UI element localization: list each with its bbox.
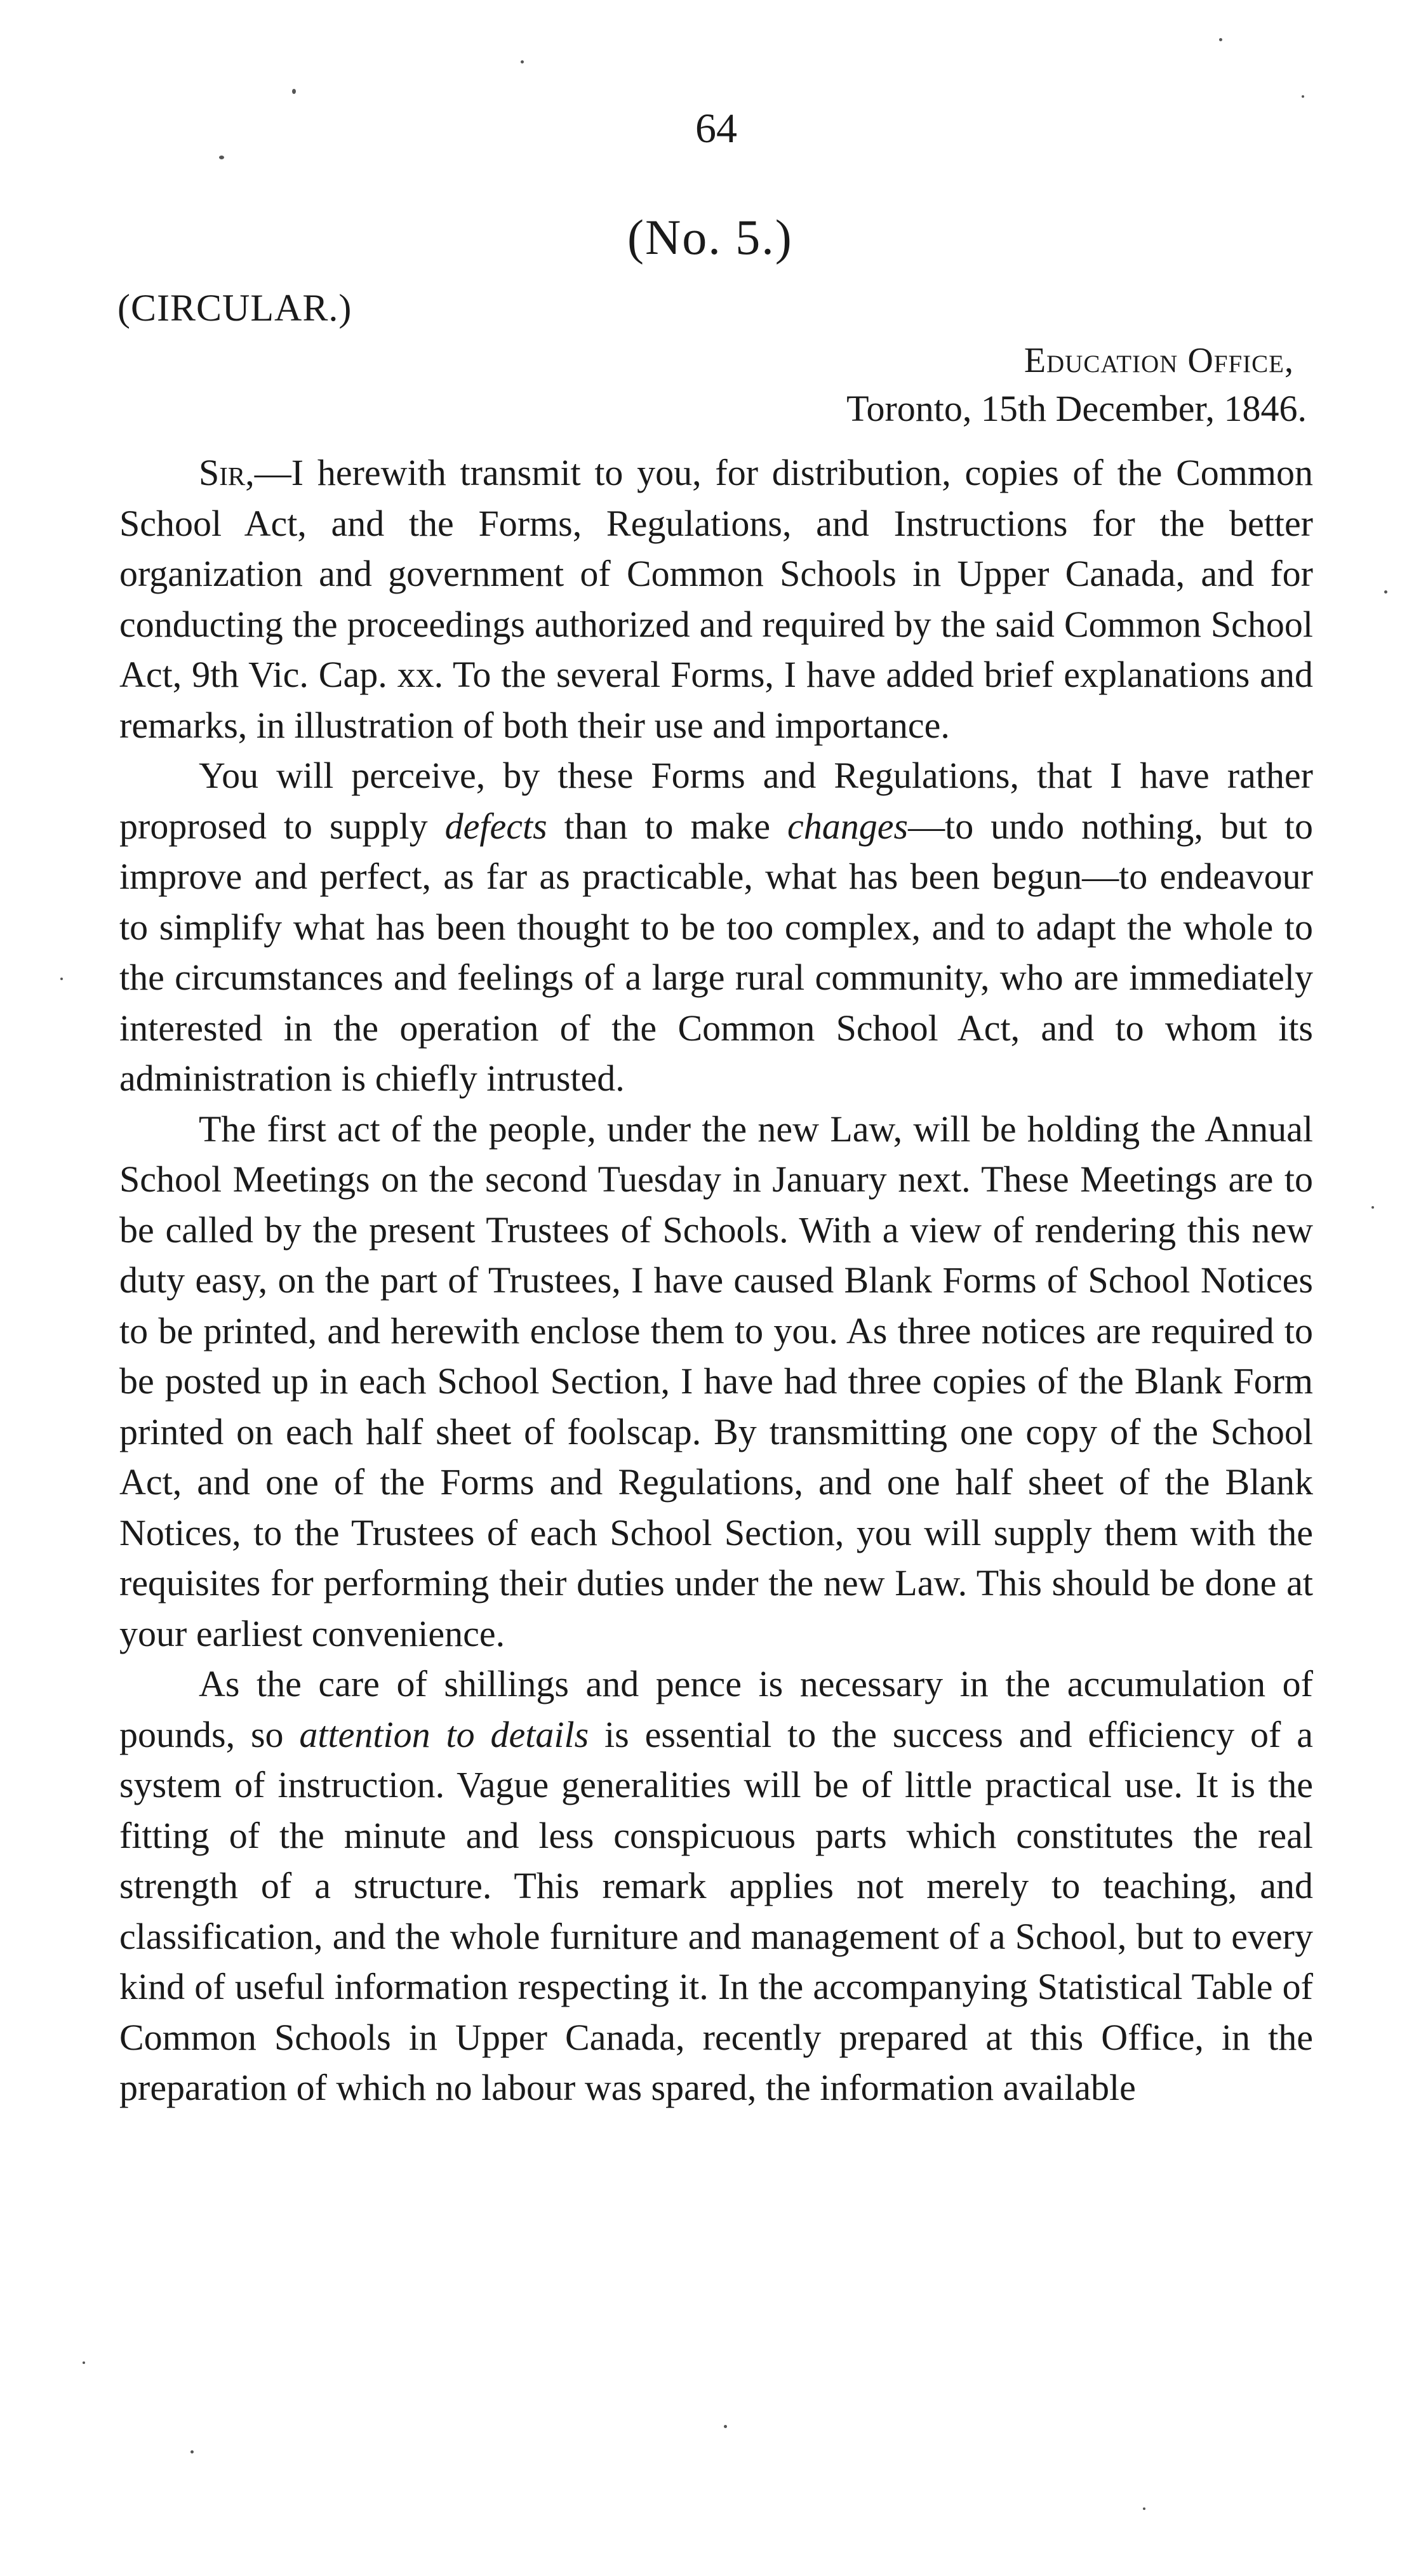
scan-speck <box>521 60 524 63</box>
document-type-heading: (CIRCULAR.) <box>117 287 352 329</box>
paragraph-1-text: —I herewith transmit to you, for distribution, copies of the Common School Act, and the Forms, Regulations, and Instructions for the better organization and government of Common Schools in Upper Canada, and for conducting the proceedings authorized and required by the said Common School Act, 9th Vic. Cap. xx. To the several Forms, I have added brief explanations and remarks, in illustration of both their use and importance. <box>119 452 1313 746</box>
scan-speck <box>1384 590 1387 594</box>
paragraph-4-part-b: is essential to the success and efficiency of a system of instruction. Vague generalities will be of little practical use. It is the fitting of the minute and less conspicuous parts which constitutes the real strength of a structure. This remark applies not merely to teaching, and classification, and the whole furniture and management of a School, but to every kind of useful information respecting it. In the accompanying Statistical Table of Common Schools in Upper Canada, recently prepared at this Office, in the preparation of which no labour was spared, the information available <box>119 1713 1313 2108</box>
paragraph-4 <box>119 1659 1313 2113</box>
emphasis-defects: defects <box>444 805 547 847</box>
emphasis-changes: changes <box>787 805 909 847</box>
paragraph-2-part-c: —to undo nothing, but to improve and perfect, as far as practicable, what has been begun—to endeavour to simplify what has been thought to be too complex, and to adapt the whole to the circumstances and feelings of a large rural community, who are immediately interested in the operation of the Common School Act, and to whom its administration is chiefly intrusted. <box>119 805 1313 1099</box>
scan-speck <box>1302 95 1304 98</box>
paragraph-1 <box>119 448 1313 750</box>
paragraph-2-part-a: You will perceive, by these Forms and Regulations, that I have rather proprosed to supply <box>119 755 1313 847</box>
emphasis-attention-to-details: attention to details <box>299 1713 589 1755</box>
scan-speck <box>60 978 63 980</box>
paragraph-2 <box>119 750 1313 1104</box>
scan-speck <box>292 89 296 94</box>
scan-speck <box>190 2450 194 2453</box>
office-name: Education Office, <box>1024 341 1294 380</box>
scan-speck <box>724 2425 727 2428</box>
document-number: (No. 5.) <box>627 209 793 265</box>
page-number: 64 <box>695 105 737 152</box>
scan-speck <box>83 2361 85 2364</box>
scan-speck <box>219 156 224 159</box>
paragraph-2-part-b: than to make <box>547 805 788 847</box>
letter-body <box>119 448 1313 2113</box>
scan-speck <box>1371 1206 1374 1209</box>
scan-speck <box>1219 38 1222 41</box>
salutation: Sir, <box>199 452 255 493</box>
dateline: Toronto, 15th December, 1846. <box>846 388 1307 429</box>
paragraph-4-part-a: As the care of shillings and pence is necessary in the accumulation of pounds, so <box>119 1663 1313 1755</box>
scan-speck <box>1143 2507 1145 2510</box>
paragraph-3: The first act of the people, under the new Law, will be holding the Annual School Meetings on the second Tuesday in January next. These Meetings are to be called by the present Trustees of Schools. With a view of rendering this new duty easy, on the part of Trustees, I have caused Blank Forms of School Notices to be printed, and herewith enclose them to you. As three notices are required to be posted up in each School Section, I have had three copies of the Blank Form printed on each half sheet of foolscap. By transmitting one copy of the School Act, and one of the Forms and Regulations, and one half sheet of the Blank Notices, to the Trustees of each School Section, you will supply them with the requisites for performing their duties under the new Law. This should be done at your earliest convenience. <box>119 1108 1313 1654</box>
